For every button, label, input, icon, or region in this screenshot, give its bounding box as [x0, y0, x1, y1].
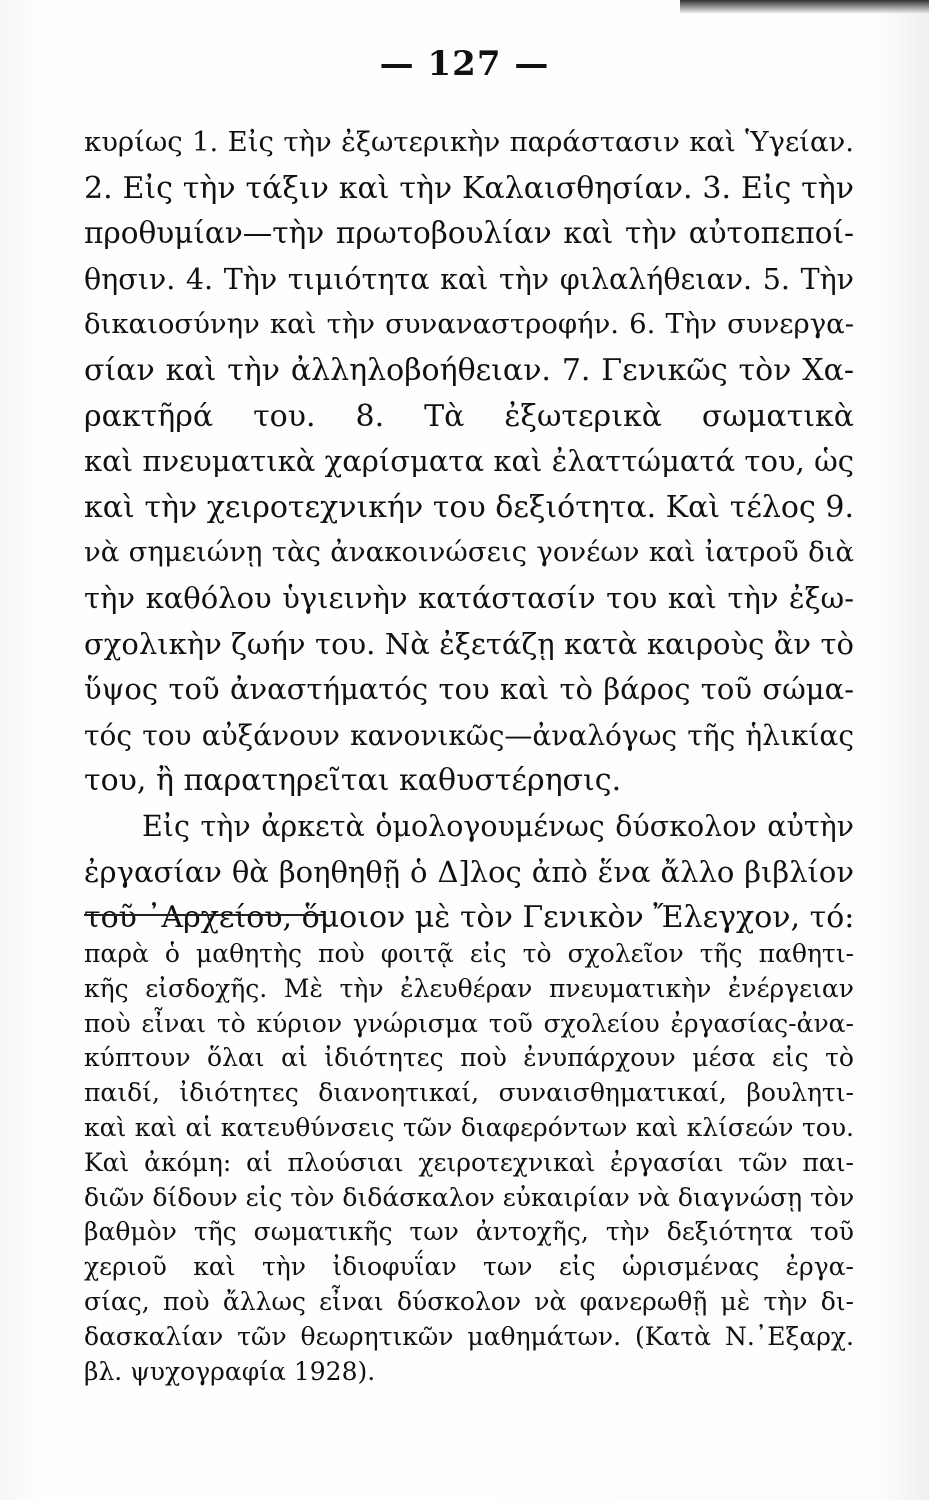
footnote-text [84, 937, 854, 1389]
body-line: ὕψος τοῦ ἀναστήματός του καὶ τὸ βάρος τοῦ σώμα- [84, 672, 854, 707]
body-line: κυρίως 1. Εἰς τὴν ἐξωτερικὴν παράστασιν καὶ Ὑγείαν. [84, 126, 854, 158]
body-line: 2. Εἰς τὴν τάξιν καὶ τὴν Καλαισθησίαν. 3. Εἰς τὴν [84, 170, 854, 206]
body-line: σχολικὴν ζωήν του. Νὰ ἐξετάζῃ κατὰ καιροὺς ἂν τὸ [84, 626, 854, 661]
body-line: νὰ σημειώνῃ τὰς ἀνακοινώσεις γονέων καὶ ἰατροῦ διὰ [84, 536, 854, 569]
footnote-line: παρὰ ὁ μαθητὴς ποὺ φοιτᾷ εἰς τὸ σχολεῖον τῆς παθητι- [84, 939, 854, 968]
footnote-line: παιδί, ἰδιότητες διανοητικαί, συναισθηματικαί, βουλητι- [84, 1078, 854, 1108]
body-line: καὶ πνευματικὰ χαρίσματα καὶ ἐλαττώματά του, ὡς [84, 444, 854, 479]
footnote-line: καὶ καὶ αἱ κατευθύνσεις τῶν διαφερόντων καὶ κλίσεών του. [84, 1112, 854, 1142]
body-text [84, 120, 854, 941]
footnote-line: διῶν δίδουν εἰς τὸν διδάσκαλον εὐκαιρίαν νὰ διαγνώσῃ τὸν [84, 1182, 855, 1212]
body-line: καὶ τὴν χειροτεχνικήν του δεξιότητα. Καὶ τέλος 9. [84, 489, 854, 525]
body-line: θησιν. 4. Τὴν τιμιότητα καὶ τὴν φιλαλήθειαν. 5. Τὴν [84, 262, 854, 296]
footnote-line: ποὺ εἶναι τὸ κύριον γνώρισμα τοῦ σχολείου ἐργασίας-ἀνα- [84, 1008, 854, 1038]
body-line: ἐργασίαν θὰ βοηθηθῇ ὁ Δ]λος ἀπὸ ἕνα ἄλλο βιβλίον [84, 854, 854, 889]
body-line: σίαν καὶ τὴν ἀλληλοβοήθειαν. 7. Γενικῶς τὸν Χα- [84, 352, 854, 388]
footnote-line: βλ. ψυχογραφία 1928). [84, 1356, 376, 1386]
body-line: του, ἢ παρατηρεῖται καθυστέρησις. [84, 763, 622, 799]
footnote-line: σίας, ποὺ ἄλλως εἶναι δύσκολον νὰ φανερωθῇ μὲ τὴν δι- [84, 1286, 854, 1316]
body-line: τός του αὐξάνουν κανονικῶς—ἀναλόγως τῆς ἡλικίας [84, 718, 854, 752]
body-line: Εἰς τὴν ἀρκετὰ ὁμολογουμένως δύσκολον αὐτὴν [142, 809, 854, 843]
body-line: δικαιοσύνην καὶ τὴν συναναστροφήν. 6. Τὴν συνεργα- [84, 308, 854, 341]
body-line: τοῦ ᾿Αρχείου, ὅμοιον μὲ τὸν Γενικὸν Ἔλεγχον, τό: [84, 900, 855, 936]
page-number: — 127 — [379, 44, 550, 84]
footnote-line: κῆς εἰσδοχῆς. Μὲ τὴν ἐλευθέραν πνευματικὴν ἐνέργειαν [84, 973, 854, 1003]
footnote-line: κύπτουν ὅλαι αἱ ἰδιότητες ποὺ ἐνυπάρχουν μέσα εἰς τὸ [84, 1043, 854, 1073]
footnote-line: χεριοῦ καὶ τὴν ἰδιοφυΐαν των εἰς ὡρισμένας ἐργα- [84, 1252, 854, 1282]
body-line: προθυμίαν—τὴν πρωτοβουλίαν καὶ τὴν αὐτοπεποί- [84, 216, 854, 251]
scan-edge-shadow [680, 0, 929, 14]
footnote-line: Καὶ ἀκόμη: αἱ πλούσιαι χειροτεχνικαὶ ἐργασίαι τῶν παι- [84, 1147, 854, 1177]
body-line: τὴν καθόλου ὑγιεινὴν κατάστασίν του καὶ τὴν ἐξω- [84, 580, 854, 615]
body-line: ρακτῆρά του. 8. Τὰ ἐξωτερικὰ σωματικὰ [84, 398, 854, 434]
footnote-divider [84, 914, 324, 916]
footnote-line: δασκαλίαν τῶν θεωρητικῶν μαθημάτων. (Κατὰ Ν.᾿Εξαρχ. [84, 1321, 854, 1351]
footnote-line: βαθμὸν τῆς σωματικῆς των ἀντοχῆς, τὴν δεξιότητα τοῦ [84, 1217, 854, 1247]
